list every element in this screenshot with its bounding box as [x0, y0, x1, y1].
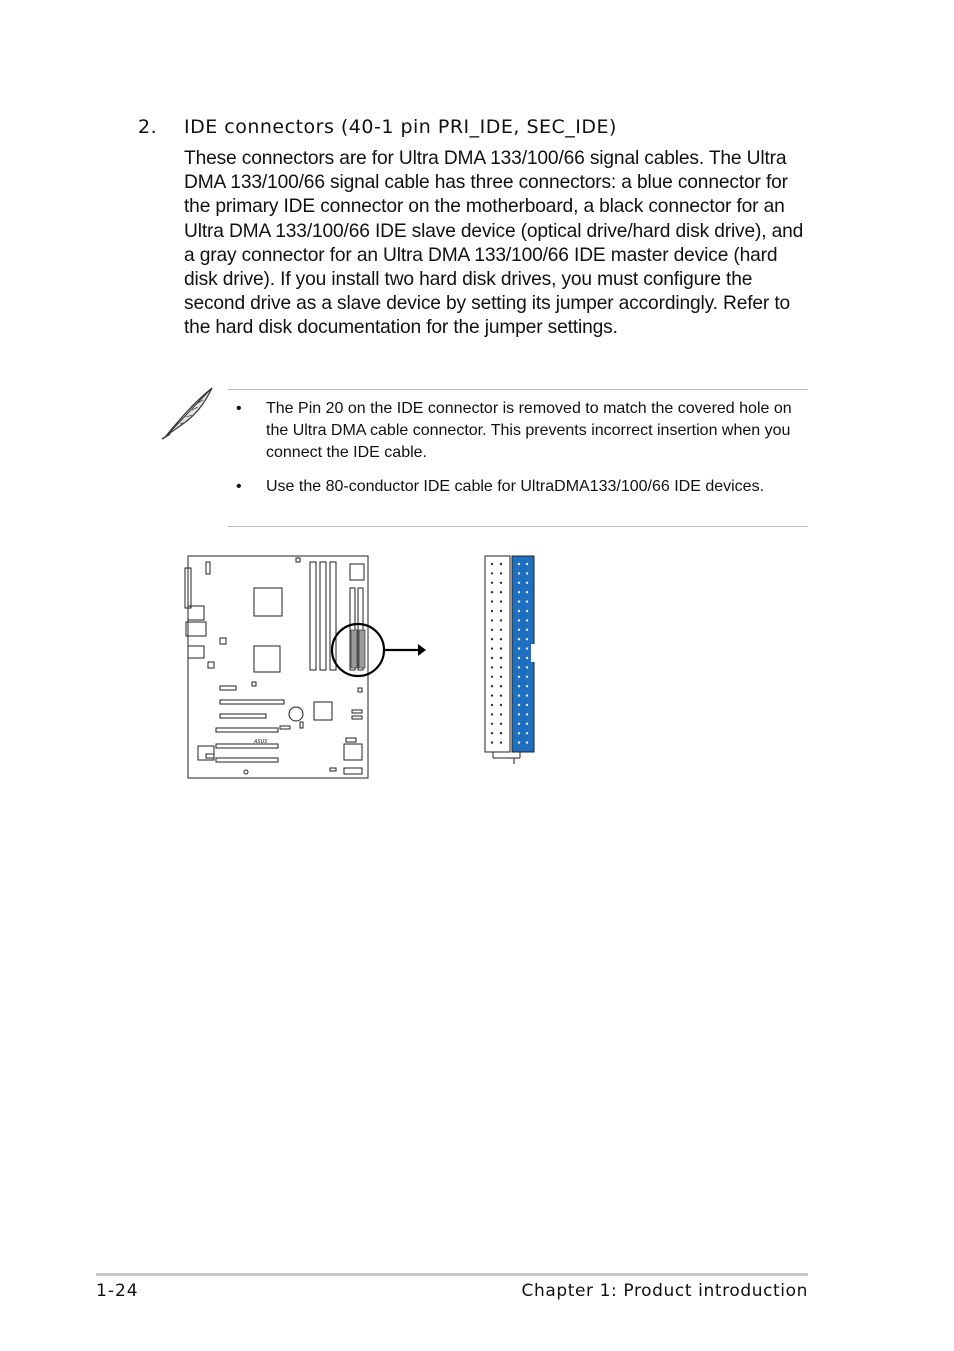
connector-pin [500, 676, 502, 678]
connector-pin [500, 723, 502, 725]
connector-pin [500, 685, 502, 687]
connector-pin [518, 572, 520, 574]
connector-pin [491, 732, 493, 734]
connector-pin [526, 591, 528, 593]
connector-pin [526, 676, 528, 678]
connector-pin [500, 638, 502, 640]
connector-pin [526, 741, 528, 743]
connector-pin [491, 685, 493, 687]
section-number: 2. [138, 116, 158, 138]
ide-highlight [332, 624, 426, 676]
connector-pin [491, 694, 493, 696]
connector-pin [518, 741, 520, 743]
connector-pin [491, 591, 493, 593]
ide-connector-diagram [180, 548, 560, 788]
connector-pin [526, 704, 528, 706]
note-item [228, 398, 803, 464]
connector-pin [526, 713, 528, 715]
connector-pin [526, 657, 528, 659]
connector-pin [500, 713, 502, 715]
chapter-title: Chapter 1: Product introduction [521, 1281, 808, 1301]
connector-pin [518, 694, 520, 696]
connector-pin [518, 647, 520, 649]
connector-pin [518, 704, 520, 706]
connector-pin [491, 657, 493, 659]
connector-pin [500, 694, 502, 696]
note-list [228, 398, 803, 510]
connector-pin [500, 600, 502, 602]
connector-pin [500, 629, 502, 631]
connector-pin [518, 666, 520, 668]
footer-rule [96, 1273, 808, 1276]
connector-pin [518, 591, 520, 593]
feather-pen-icon [160, 384, 218, 440]
connector-pin [491, 723, 493, 725]
connector-pin [518, 713, 520, 715]
page-number: 1-24 [96, 1281, 139, 1301]
connector-pin [491, 600, 493, 602]
connector-pin [491, 704, 493, 706]
connector-pin [526, 732, 528, 734]
connector-pin [526, 572, 528, 574]
connector-pin [500, 647, 502, 649]
connector-pin [500, 666, 502, 668]
connector-pin [526, 563, 528, 565]
connector-pin [518, 732, 520, 734]
motherboard-layout [185, 556, 368, 778]
connector-pin [500, 741, 502, 743]
connector-pin [526, 582, 528, 584]
section-heading [138, 116, 818, 138]
connector-pin [491, 647, 493, 649]
note-item-text: Use the 80-conductor IDE cable for UltraDMA133/100/66 IDE devices. [266, 478, 765, 495]
connector-pin [518, 600, 520, 602]
note-box [228, 389, 808, 527]
connector-pin [518, 676, 520, 678]
note-item-text: The Pin 20 on the IDE connector is removed to match the covered hole on the Ultra DMA cable connector. This prevents incorrect insertion when you connect the IDE cable. [266, 400, 792, 461]
connector-pin [518, 657, 520, 659]
connector-pin [491, 582, 493, 584]
section-body: These connectors are for Ultra DMA 133/100/66 signal cables. The Ultra DMA 133/100/66 signal cable has three connectors: a blue connector for the primary IDE connector on the motherboard, a black connector for an Ultra DMA 133/100/66 IDE slave device (optical drive/hard disk drive), and a gray connector for an Ultra DMA 133/100/66 IDE master device (hard disk drive). If you install two hard disk drives, you must configure the second drive as a slave device by setting its jumper accordingly. Refer to the hard disk documentation for the jumper settings. [184, 148, 804, 339]
connector-pin [526, 638, 528, 640]
note-item [228, 476, 803, 498]
connector-pin [500, 657, 502, 659]
connector-pin [518, 723, 520, 725]
connector-pin [500, 563, 502, 565]
note-bullet: • [236, 478, 242, 495]
connector-pin [518, 685, 520, 687]
connector-pin [491, 572, 493, 574]
board-logo: ASUS [254, 739, 268, 745]
connector-pin [500, 619, 502, 621]
connector-pin [526, 723, 528, 725]
connector-pin [491, 619, 493, 621]
connector-pin [518, 610, 520, 612]
connector-pin [518, 638, 520, 640]
connector-pin [491, 563, 493, 565]
connector-pin [491, 666, 493, 668]
ide-connector-zoom [485, 556, 536, 764]
connector-pin [491, 713, 493, 715]
connector-pin [526, 647, 528, 649]
connector-pin [518, 582, 520, 584]
connector-pin [491, 741, 493, 743]
connector-pin [491, 610, 493, 612]
note-bullet: • [236, 400, 242, 417]
connector-pin [500, 704, 502, 706]
connector-pin [518, 563, 520, 565]
connector-pin [518, 629, 520, 631]
connector-pin [526, 610, 528, 612]
connector-pin [500, 610, 502, 612]
connector-pin [526, 600, 528, 602]
connector-pin [500, 732, 502, 734]
section-title: IDE connectors (40-1 pin PRI_IDE, SEC_IDE) [184, 116, 617, 138]
connector-pin [500, 591, 502, 593]
connector-pin [491, 676, 493, 678]
connector-pin [526, 694, 528, 696]
connector-pin [500, 572, 502, 574]
connector-pin [526, 619, 528, 621]
connector-pin [491, 638, 493, 640]
connector-pin [500, 582, 502, 584]
connector-pin [491, 629, 493, 631]
connector-pin [526, 685, 528, 687]
connector-pin [518, 619, 520, 621]
connector-pin [526, 629, 528, 631]
connector-pin [526, 666, 528, 668]
